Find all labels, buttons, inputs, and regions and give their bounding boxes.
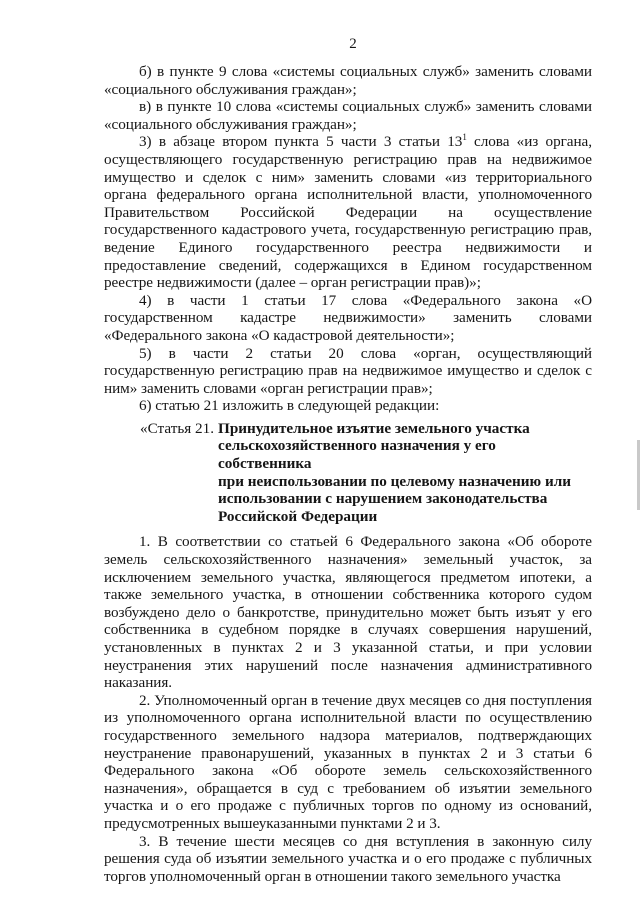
article-title-line: сельскохозяйственного назначения у его собственника [218, 437, 496, 473]
article-paragraph-1: 1. В соответствии со статьей 6 Федерального закона «Об обороте земель сельскохозяйственного назначения» земельный участок, за исключением земельного участка, являющегося предметом ипотеки, а также земельного участка, в отношении собственника которого судом возбуждено дело о банкротстве, принудительно может быть изъят у его собственника в судебном порядке в случаях совершения нарушений, установленных в пунктах 2 и 3 указанной статьи, и при условии неустранения этих нарушений после назначения административного наказания. [104, 533, 592, 692]
article-title-line: Принудительное изъятие земельного участка [218, 419, 530, 437]
article-heading [140, 420, 592, 526]
article-paragraph-2: 2. Уполномоченный орган в течение двух месяцев со дня поступления из уполномоченного органа исполнительной власти по осуществлению государственного земельного надзора материалов, подтверждающих неустранение правонарушений, указанных в пунктах 2 и 3 статьи 6 Федерального закона «Об обороте земель сельскохозяйственного назначения», обращается в суд с требованием об изъятии земельного участка и о его продаже с публичных торгов по одному из оснований, предусмотренных вышеуказанными пунктами 2 и 3. [104, 691, 592, 832]
article-title-line: Российской Федерации [218, 507, 378, 525]
page-number: 2 [349, 36, 357, 52]
article-paragraph-3: 3. В течение шести месяцев со дня вступления в законную силу решения суда об изъятии земельного участка и о его продаже с публичных торгов уполномоченный орган в отношении такого земельного участка [104, 832, 592, 885]
paragraph-3-rest: слова «из органа, осуществляющего государственную регистрацию прав на недвижимое имущество и сделок с ним» заменить словами «из территориального органа федерального органа исполнительной власти, уполномоченного Правительством Российской Федерации на осуществление государственного кадастрового учета, государственную регистрацию прав, ведение Единого государственного реестра недвижимости и предоставление сведений, содержащихся в Едином государственном реестре недвижимости (далее – орган регистрации прав)»; [104, 133, 592, 292]
superscript-1: 1 [462, 132, 467, 143]
article-title-line: при неиспользовании по целевому назначению или [218, 472, 571, 490]
paragraph-5: 5) в части 2 статьи 20 слова «орган, осуществляющий государственную регистрацию прав на недвижимое имущество и сделок с ним» заменить словами «орган регистрации прав»; [104, 344, 592, 397]
paragraph-v: в) в пункте 10 слова «системы социальных служб» заменить словами «социального обслуживания граждан»; [104, 98, 592, 133]
paragraph-6: 6) статью 21 изложить в следующей редакции: [139, 397, 440, 415]
article-title [218, 420, 592, 526]
article-title-line: использовании с нарушением законодательства [218, 490, 548, 508]
paragraph-3-start: 3) в абзаце втором пункта 5 части 3 статьи 13 [139, 133, 463, 151]
paragraph-4: 4) в части 1 статьи 17 слова «Федерального закона «О государственном кадастре недвижимости» заменить словами «Федерального закона «О кадастровой деятельности»; [104, 291, 592, 344]
paragraph-b: б) в пункте 9 слова «системы социальных служб» заменить словами «социального обслуживания граждан»; [104, 63, 592, 98]
paragraph-3 [104, 133, 592, 291]
article-label: «Статья 21. [140, 419, 215, 437]
